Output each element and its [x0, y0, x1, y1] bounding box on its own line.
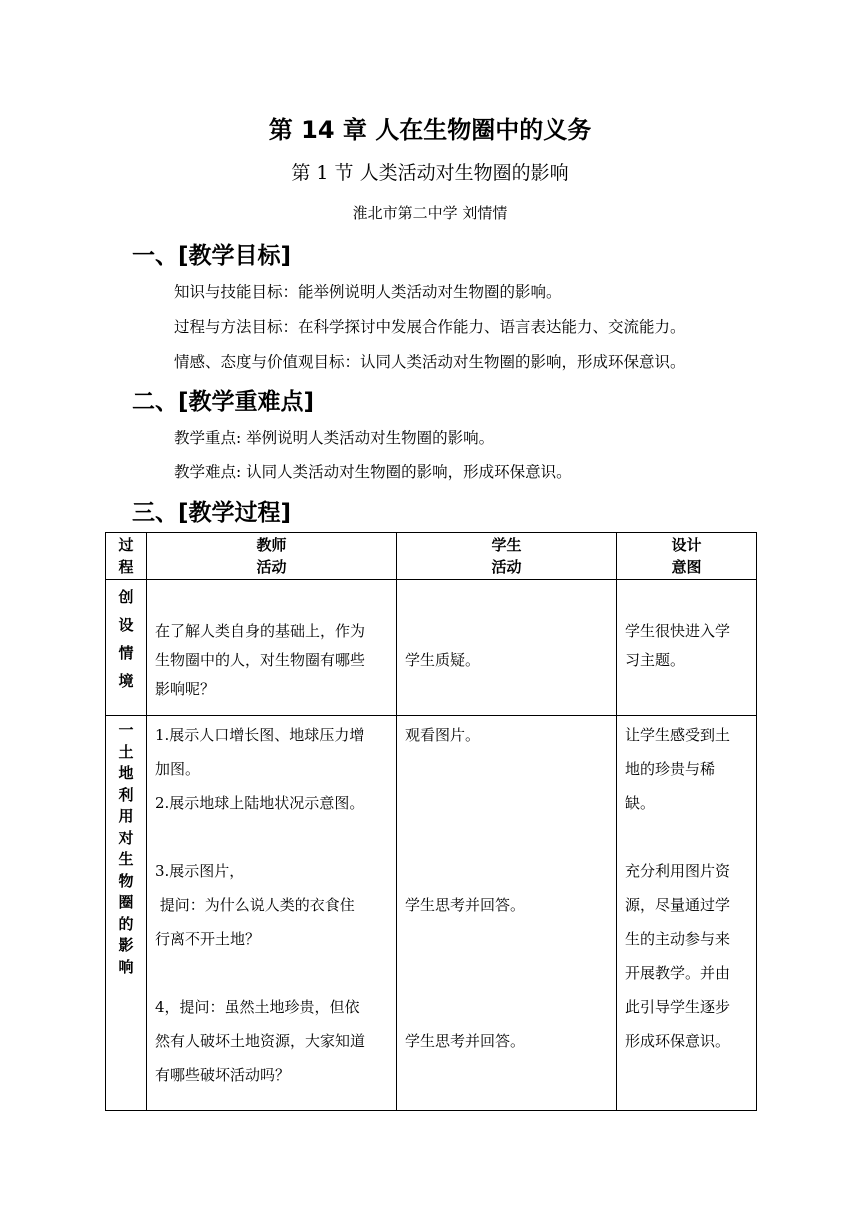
spacer [155, 820, 390, 854]
header-process-line: 过 [118, 536, 134, 554]
design-line: 开展教学。并由 [625, 964, 731, 982]
spacer [405, 922, 610, 956]
teacher-activity-cell [147, 580, 397, 716]
design-line: 缺。 [625, 794, 656, 812]
teacher-line: 提问：为什么说人类的衣食住 [155, 896, 355, 914]
header-student-line: 学生 [491, 536, 522, 554]
teacher-line: 然有人破坏土地资源，大家知道 [155, 1032, 366, 1050]
design-line: 学生很快进入学 [625, 622, 731, 640]
table-row [106, 580, 757, 716]
teacher-line: 行离不开土地？ [155, 930, 261, 948]
process-char: 一 [118, 721, 134, 739]
teacher-line: 2.展示地球上陆地状况示意图。 [155, 794, 365, 812]
process-char: 影 [118, 936, 134, 954]
student-line: 学生质疑。 [405, 651, 481, 669]
spacer [625, 820, 750, 854]
author-line: 淮北市第二中学 刘情情 [352, 204, 508, 222]
teacher-line: 有哪些破坏活动吗？ [155, 1066, 291, 1084]
design-line: 充分利用图片资 [625, 862, 731, 880]
teacher-activity-cell [147, 716, 397, 1111]
student-activity-cell [397, 716, 617, 1111]
table-row [106, 716, 757, 1111]
spacer [405, 854, 610, 888]
key-point: 教学重点: 举例说明人类活动对生物圈的影响。 [174, 429, 495, 447]
teacher-line: 3.展示图片， [155, 862, 245, 880]
spacer [405, 990, 610, 1024]
design-line: 此引导学生逐步 [625, 998, 731, 1016]
header-design-line: 设计 [671, 536, 702, 554]
teacher-line: 4，提问：虽然土地珍贵，但依 [155, 998, 360, 1016]
design-intent-cell [617, 580, 757, 716]
design-line: 让学生感受到土 [625, 726, 731, 744]
process-char: 地 [118, 764, 134, 782]
table-header-row [106, 533, 757, 580]
header-design-line: 意图 [671, 558, 702, 576]
design-line: 形成环保意识。 [625, 1032, 731, 1050]
process-char: 土 [118, 742, 134, 761]
process-char: 的 [118, 914, 134, 933]
process-char: 情 [118, 644, 134, 662]
objective-attitude: 情感、态度与价值观目标：认同人类活动对生物圈的影响，形成环保意识。 [174, 353, 686, 371]
objective-knowledge: 知识与技能目标：能举例说明人类活动对生物圈的影响。 [174, 283, 562, 301]
design-intent-cell [617, 716, 757, 1111]
header-student-line: 活动 [491, 558, 522, 576]
header-teacher-line: 教师 [256, 536, 287, 554]
difficult-point: 教学难点: 认同人类活动对生物圈的影响，形成环保意识。 [174, 463, 572, 481]
teacher-line: 在了解人类自身的基础上，作为 [155, 622, 366, 640]
process-char: 响 [118, 957, 134, 976]
spacer [405, 956, 610, 990]
design-line: 习主题。 [625, 651, 686, 669]
teacher-line: 生物圈中的人，对生物圈有哪些 [155, 651, 366, 669]
spacer [405, 752, 610, 786]
heading-key-points: 二、[教学重难点] [132, 389, 315, 415]
chapter-title: 第 14 章 人在生物圈中的义务 [268, 116, 592, 144]
header-process-line: 程 [118, 558, 134, 576]
process-char: 境 [118, 672, 134, 690]
process-char: 利 [118, 785, 134, 804]
process-char: 设 [118, 616, 134, 634]
header-teacher [147, 533, 397, 580]
header-design [617, 533, 757, 580]
process-char: 物 [118, 871, 134, 890]
section-subtitle: 第 1 节 人类活动对生物圈的影响 [291, 162, 569, 184]
design-line: 源，尽量通过学 [625, 896, 731, 914]
student-activity-cell [397, 580, 617, 716]
process-land-use [106, 716, 147, 1111]
teacher-line: 1.展示人口增长图、地球压力增 [155, 726, 365, 744]
process-char: 圈 [118, 893, 134, 911]
header-student [397, 533, 617, 580]
student-line: 学生思考并回答。 [405, 1032, 526, 1050]
teacher-line: 加图。 [155, 760, 201, 778]
spacer [405, 786, 610, 820]
header-process [106, 533, 147, 580]
objective-process: 过程与方法目标：在科学探讨中发展合作能力、语言表达能力、交流能力。 [174, 318, 686, 336]
process-create-situation [106, 580, 147, 716]
process-char: 创 [118, 588, 134, 606]
design-line: 地的珍贵与稀 [625, 760, 716, 778]
header-teacher-line: 活动 [256, 558, 287, 576]
heading-process: 三、[教学过程] [132, 500, 292, 526]
heading-objectives: 一、[教学目标] [132, 243, 292, 269]
student-line: 观看图片。 [405, 726, 481, 744]
spacer [155, 956, 390, 990]
teacher-line: 影响呢？ [155, 680, 216, 698]
spacer [405, 820, 610, 854]
teaching-process-table [105, 532, 757, 1111]
student-line: 学生思考并回答。 [405, 896, 526, 914]
process-char: 生 [118, 850, 134, 868]
process-char: 用 [118, 807, 134, 825]
process-char: 对 [118, 828, 134, 847]
design-line: 生的主动参与来 [625, 930, 731, 948]
